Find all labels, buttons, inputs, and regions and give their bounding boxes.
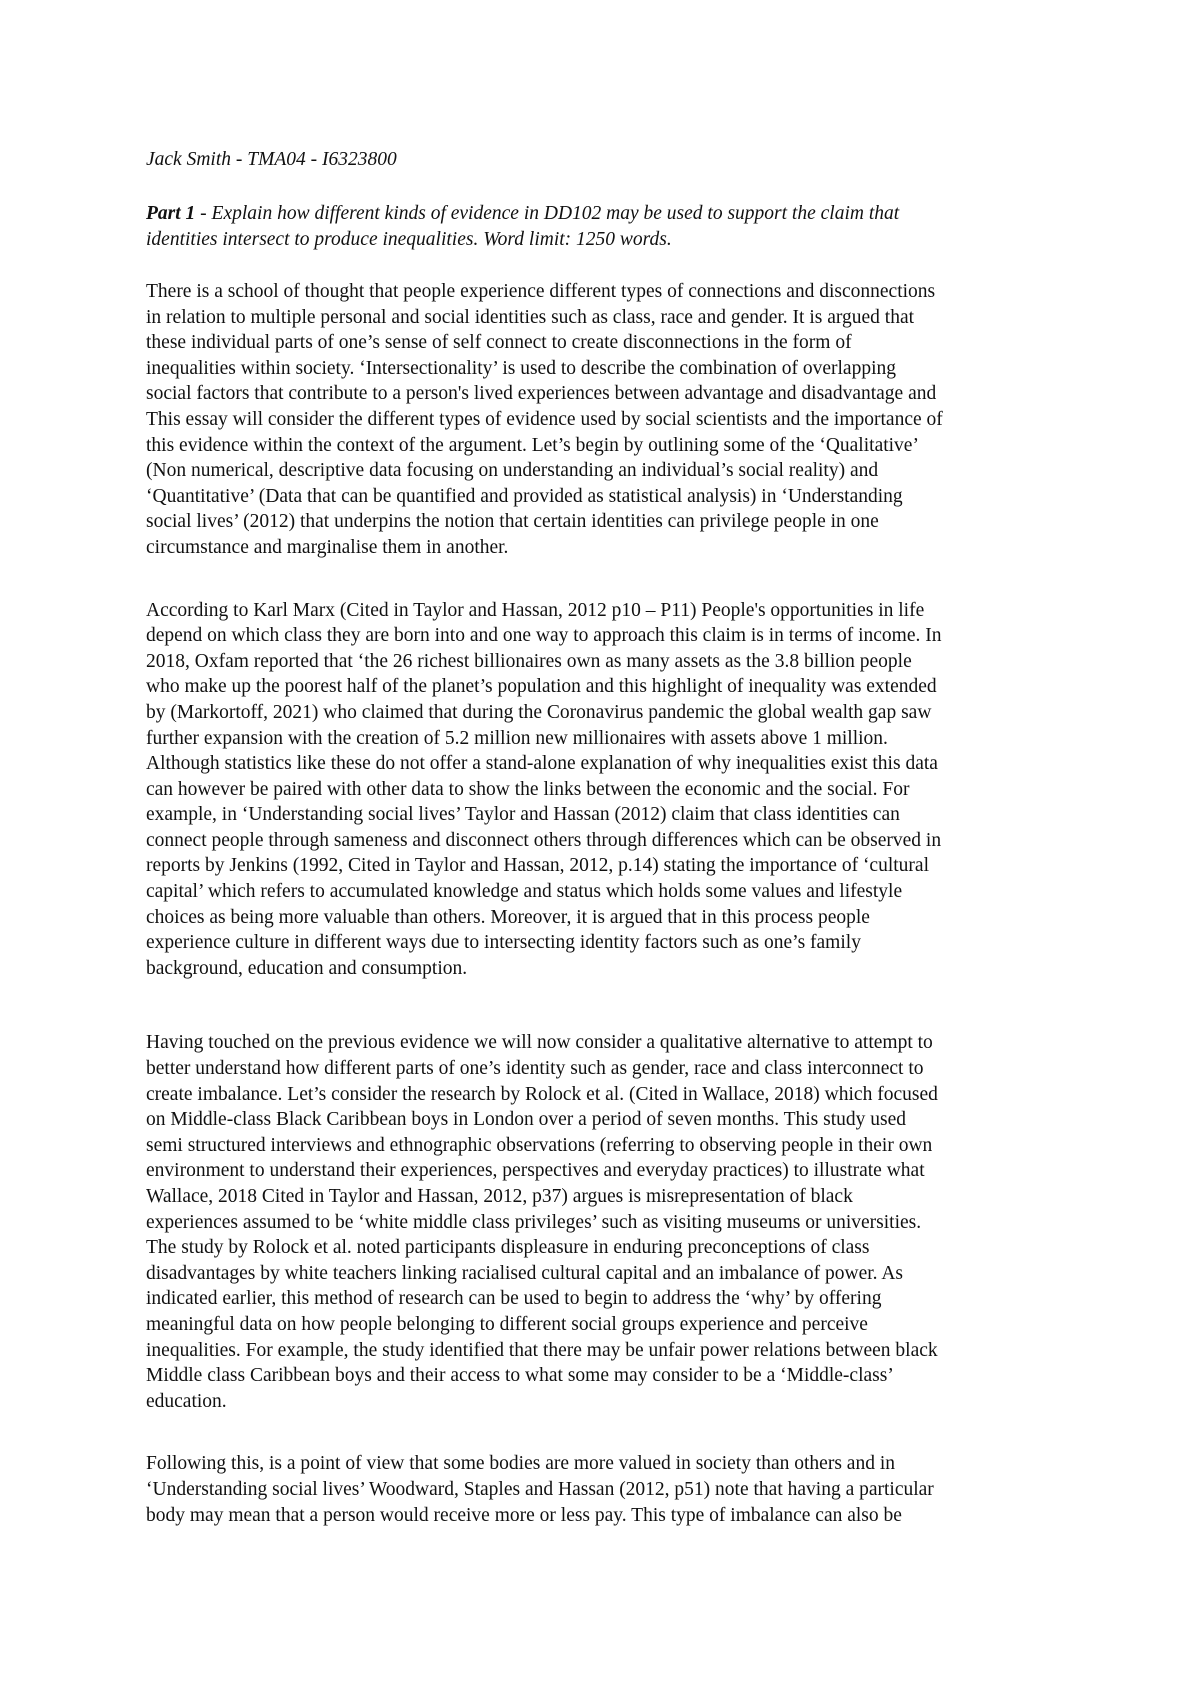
paragraph-line: better understand how different parts of one’s identity such as gender, race and class interconnect to <box>146 1058 924 1080</box>
paragraph-line: social factors that contribute to a person's lived experiences between advantage and disadvantage and <box>146 383 937 405</box>
paragraph-line: inequalities. For example, the study identified that there may be unfair power relations between black <box>146 1339 938 1361</box>
part-1-prompt <box>146 201 1066 253</box>
paragraph-line: experience culture in different ways due to intersecting identity factors such as one’s family <box>146 932 861 954</box>
paragraph-line: This essay will consider the different types of evidence used by social scientists and the importance of <box>146 408 943 430</box>
paragraph-line: example, in ‘Understanding social lives’ Taylor and Hassan (2012) claim that class identities can <box>146 804 900 826</box>
paragraph-line: capital’ which refers to accumulated knowledge and status which holds some values and lifestyle <box>146 881 903 903</box>
part-1-label: Part 1 <box>146 203 196 224</box>
paragraph-line: disadvantages by white teachers linking racialised cultural capital and an imbalance of power. As <box>146 1262 903 1284</box>
paragraph-line: depend on which class they are born into and one way to approach this claim is in terms of income. In <box>146 625 942 647</box>
paragraph-line: these individual parts of one’s sense of self connect to create disconnections in the form of <box>146 332 852 354</box>
paragraph-line: by (Markortoff, 2021) who claimed that during the Coronavirus pandemic the global wealth gap saw <box>146 701 932 723</box>
paragraph-line: Wallace, 2018 Cited in Taylor and Hassan, 2012, p37) argues is misrepresentation of black <box>146 1186 853 1207</box>
paragraph-line: experiences assumed to be ‘white middle class privileges’ such as visiting museums or universities. <box>146 1211 922 1233</box>
paragraph-line: (Non numerical, descriptive data focusing on understanding an individual’s social reality) and <box>146 460 879 482</box>
paragraph-line: inequalities within society. ‘Intersectionality’ is used to describe the combination of overlapping <box>146 357 897 379</box>
paragraph-line: indicated earlier, this method of research can be used to begin to address the ‘why’ by offering <box>146 1288 882 1310</box>
paragraph-line: reports by Jenkins (1992, Cited in Taylor and Hassan, 2012, p.14) stating the importance of ‘cultural <box>146 855 929 877</box>
paragraph-line: There is a school of thought that people experience different types of connections and disconnections <box>146 281 936 302</box>
paragraph-line: connect people through sameness and disconnect others through differences which can be observed in <box>146 829 942 851</box>
paragraph-line: ‘Quantitative’ (Data that can be quantified and provided as statistical analysis) in ‘Understanding <box>146 485 903 507</box>
paragraph-line: on Middle-class Black Caribbean boys in London over a period of seven months. This study used <box>146 1109 907 1131</box>
paragraph-3 <box>146 1030 1066 1414</box>
paragraph-4 <box>146 1451 1066 1528</box>
paragraph-line: can however be paired with other data to show the links between the economic and the social. For <box>146 778 910 800</box>
part-1-prompt-line-2: identities intersect to produce inequalities. Word limit: 1250 words. <box>146 229 672 250</box>
paragraph-line: further expansion with the creation of 5.2 million new millionaires with assets above 1 million. <box>146 727 888 749</box>
paragraph-line: semi structured interviews and ethnographic observations (referring to observing people in their own <box>146 1134 933 1156</box>
paragraph-line: According to Karl Marx (Cited in Taylor and Hassan, 2012 p10 – P11) People's opportunities in life <box>146 599 925 621</box>
paragraph-line: circumstance and marginalise them in another. <box>146 536 509 558</box>
paragraph-2 <box>146 598 1066 982</box>
paragraph-line: who make up the poorest half of the planet’s population and this highlight of inequality was extended <box>146 676 937 698</box>
paragraph-line: education. <box>146 1390 227 1412</box>
paragraph-line: this evidence within the context of the argument. Let’s begin by outlining some of the ‘Qualitative’ <box>146 434 919 456</box>
paragraph-line: Middle class Caribbean boys and their access to what some may consider to be a ‘Middle-class’ <box>146 1365 894 1387</box>
paragraph-line: 2018, Oxfam reported that ‘the 26 richest billionaires own as many assets as the 3.8 billion people <box>146 650 912 672</box>
paragraph-line: body may mean that a person would receive more or less pay. This type of imbalance can also be <box>146 1504 902 1526</box>
paragraph-line: environment to understand their experiences, perspectives and everyday practices) to illustrate what <box>146 1160 925 1182</box>
paragraph-line: Having touched on the previous evidence we will now consider a qualitative alternative to attempt to <box>146 1032 933 1054</box>
paragraph-line: The study by Rolock et al. noted participants displeasure in enduring preconceptions of class <box>146 1237 870 1259</box>
paragraph-line: Although statistics like these do not offer a stand-alone explanation of why inequalities exist this data <box>146 753 938 775</box>
paragraph-line: ‘Understanding social lives’ Woodward, Staples and Hassan (2012, p51) note that having a particular <box>146 1478 934 1500</box>
paragraph-line: choices as being more valuable than others. Moreover, it is argued that in this process people <box>146 906 870 928</box>
paragraph-line: create imbalance. Let’s consider the research by Rolock et al. (Cited in Wallace, 2018) which focused <box>146 1083 938 1105</box>
paragraph-1 <box>146 279 1066 561</box>
paragraph-line: in relation to multiple personal and social identities such as class, race and gender. It is argued that <box>146 306 915 328</box>
author-header: Jack Smith - TMA04 - I6323800 <box>146 149 397 170</box>
paragraph-line: background, education and consumption. <box>146 957 468 979</box>
paragraph-line: meaningful data on how people belonging to different social groups experience and perceive <box>146 1313 868 1335</box>
document-body <box>146 147 1066 1528</box>
part-1-prompt-line-1: - Explain how different kinds of evidence in DD102 may be used to support the claim that <box>195 203 900 224</box>
paragraph-line: Following this, is a point of view that some bodies are more valued in society than others and in <box>146 1453 895 1475</box>
paragraph-line: social lives’ (2012) that underpins the notion that certain identities can privilege people in one <box>146 511 879 533</box>
